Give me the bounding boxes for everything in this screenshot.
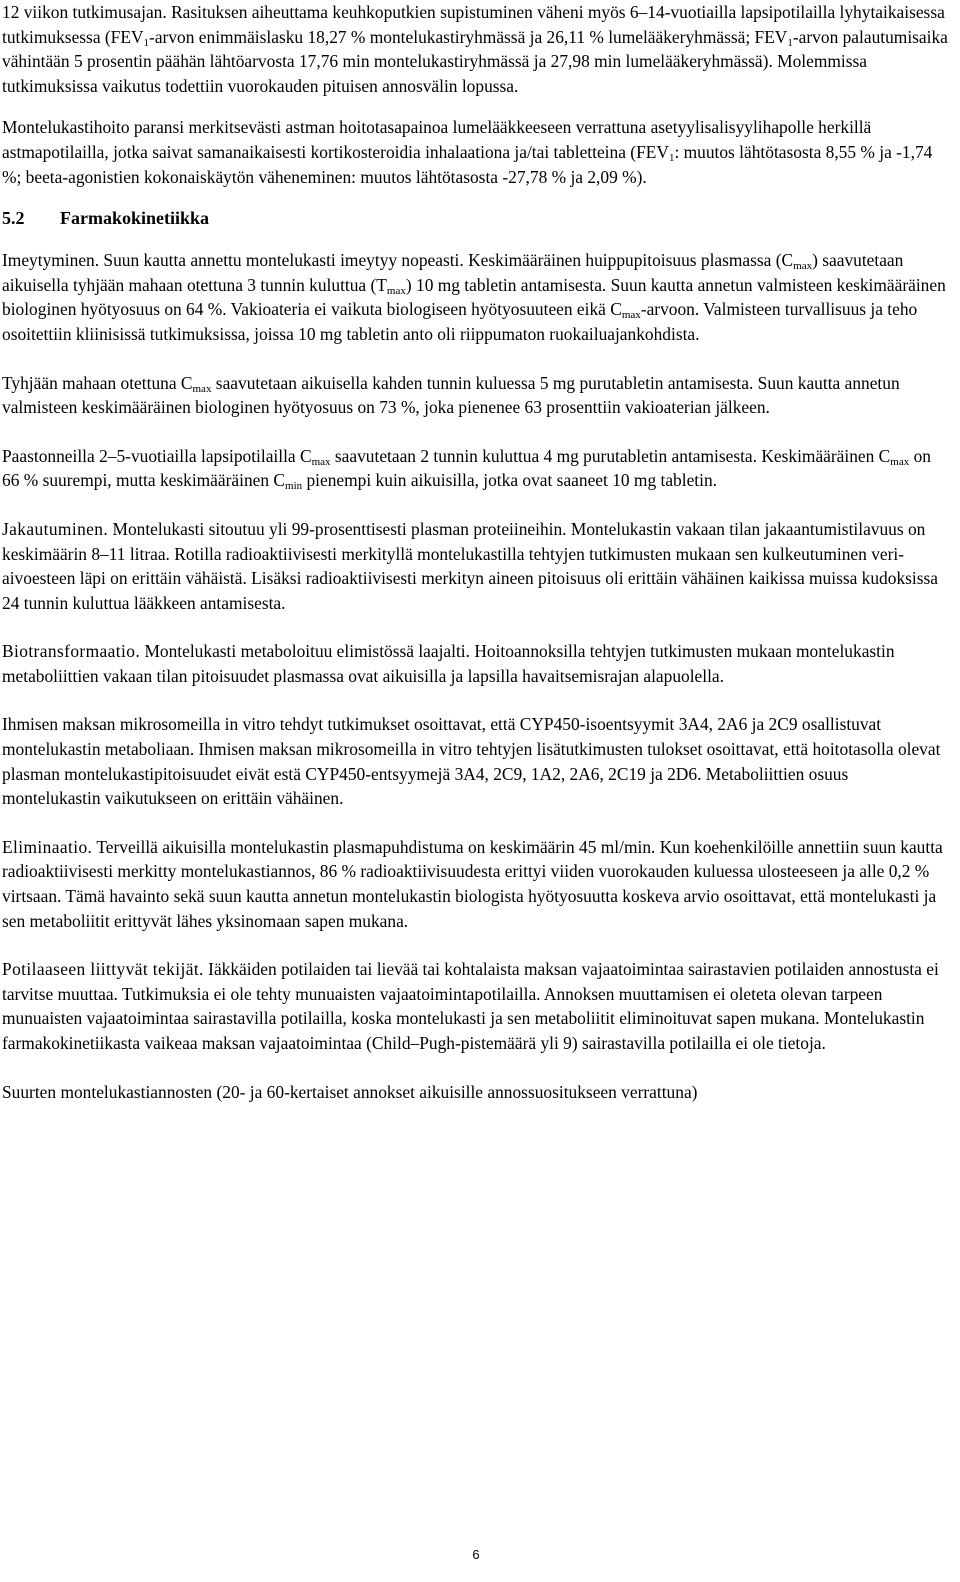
text-run: : muutos lähtötasosta 8,55 % ja -1,74 %; beeta-agonistien kokonaiskäytön väheneminen: muutos lähtötasosta -27,78 % ja 2,09 %). xyxy=(2,141,933,187)
text-run: on 66 % suurempi, mutta keskimääräinen C xyxy=(2,445,931,491)
paragraph-patient-factors xyxy=(2,957,948,1055)
text-run: ) 10 mg tabletin antamisesta. Suun kautta annetun valmisteen keskimääräinen biologinen hyötyosuus on 64 %. Vakioateria ei vaikuta biologiseen hyötyosuuteen eikä C xyxy=(2,274,946,320)
section-title: Farmakokinetiikka xyxy=(60,208,210,229)
text-run: Tyhjään mahaan otettuna C xyxy=(2,372,193,393)
text-run: -arvoon. Valmisteen turvallisuus ja teho osoitettiin kliinisissä tutkimuksissa, joissa 10 mg tabletin anto oli riippumaton ruokailuajankohdista. xyxy=(2,299,918,344)
section-heading xyxy=(2,206,948,230)
text-run: saavutetaan 2 tunnin kuluttua 4 mg purutabletin antamisesta. Keskimääräinen C xyxy=(330,445,891,466)
paragraph-high-doses: Suurten montelukastiannosten (20- ja 60-kertaiset annokset aikuisille annossuositukseen verrattuna) xyxy=(2,1081,698,1102)
paragraph-biotransformation xyxy=(2,639,948,688)
paragraph-label: Potilaaseen liittyvät tekijät. xyxy=(2,959,204,980)
text-run: Montelukastihoito paransi merkitsevästi astman hoitotasapainoa lumelääkkeeseen verrattuna asetyylisalisyylihapolle herkillä astmapotilailla, jotka saivat samanaikaisesti kortikosteroidia inhalaationa ja/tai tabletteina (FEV xyxy=(2,117,872,162)
text-run: Imeytyminen. Suun kautta annettu montelukasti imeytyy nopeasti. Keskimääräinen huippupitoisuus plasmassa (C xyxy=(2,250,794,271)
page-footer xyxy=(0,1547,960,1562)
paragraph-elimination xyxy=(2,835,948,933)
paragraph-absorption xyxy=(2,248,948,346)
text-run: -arvon palautumisaika vähintään 5 prosentin päähän lähtöarvosta 17,76 min montelukastiryhmässä ja 27,98 min lumelääkeryhmässä). Molemmissa tutkimuksissa vaikutus todettiin vuorokauden pituisen annosvälin lopussa. xyxy=(2,26,948,96)
subscript: max xyxy=(311,455,331,468)
paragraph-distribution xyxy=(2,517,948,615)
paragraph-label: Jakautuminen. xyxy=(2,518,109,539)
subscript: max xyxy=(793,260,813,273)
paragraph-chewable-tablet xyxy=(2,371,948,420)
subscript: max xyxy=(621,309,641,322)
text-run: Montelukasti metaboloituu elimistössä laajalti. Hoitoannoksilla tehtyjen tutkimusten mukaan montelukastin metaboliittien vakaan tilan pitoisuudet plasmassa ovat aikuisilla ja lapsilla havaitsemisrajan alapuolella. xyxy=(2,641,895,686)
subscript: max xyxy=(386,284,406,297)
subscript: 1 xyxy=(143,36,150,49)
subscript: max xyxy=(890,455,910,468)
text-run: pienempi kuin aikuisilla, jotka ovat saaneet 10 mg tabletin. xyxy=(302,470,718,491)
text-run: Terveillä aikuisilla montelukastin plasmapuhdistuma on keskimäärin 45 ml/min. Kun koehenkilöille annettiin suun kautta radioaktiivisesti merkitty montelukastiannos, 86 % radioaktiivisuudesta erittyi viiden vuorokauden kuluessa ulosteeseen ja alle 0,2 % virtsaan. Tämä havainto sekä suun kautta annetun montelukastin biologista hyötyosuutta koskeva arvio osoittavat, että montelukasti ja sen metaboliitit erittyvät lähes yksinomaan sapen mukana. xyxy=(2,836,943,931)
paragraph-in-vitro: Ihmisen maksan mikrosomeilla in vitro tehdyt tutkimukset osoittavat, että CYP450-isoentsyymit 3A4, 2A6 ja 2C9 osallistuvat montelukastin metaboliaan. Ihmisen maksan mikrosomeilla in vitro tehtyjen lisätutkimusten tulokset osoittavat, että hoitotasolla olevat plasman montelukastipitoisuudet eivät estä CYP450-entsyymejä 3A4, 2C9, 1A2, 2A6, 2C19 ja 2D6. Metaboliittien osuus montelukastin vaikutukseen on erittäin vähäinen. xyxy=(2,714,941,809)
text-run: Paastonneilla 2–5-vuotiailla lapsipotilailla C xyxy=(2,445,312,466)
text-run: ) saavutetaan aikuisella tyhjään mahaan otettuna 3 tunnin kuluttua (T xyxy=(2,250,904,295)
paragraph-aspirin-asthma xyxy=(2,115,948,189)
text-run: Iäkkäiden potilaiden tai lievää tai kohtalaista maksan vajaatoimintaa sairastavien potilaiden annostusta ei tarvitse muuttaa. Tutkimuksia ei ole tehty munuaisten vajaatoimintapotilailla. Annoksen muuttamisen ei oleteta olevan tarpeen munuaisten vajaatoimintaa sairastavilla potilailla, koska montelukasti ja sen metaboliitit eliminoituvat sapen mukana. Montelukastin farmakokinetiikasta vaikeaa maksan vajaatoimintaa (Child–Pugh-pistemäärä yli 9) sairastavilla potilailla ei ole tietoja. xyxy=(2,959,939,1053)
paragraph-pediatric xyxy=(2,444,948,493)
paragraph-label: Biotransformaatio. xyxy=(2,641,141,662)
section-number: 5.2 xyxy=(2,208,25,229)
text-run: Montelukasti sitoutuu yli 99-prosenttisesti plasman proteiineihin. Montelukastin vakaan tilan jakaantumistilavuus on keskimäärin 8–11 litraa. Rotilla radioaktiivisesti merkityllä montelukastilla tehtyjen tutkimusten mukaan sen kulkeutuminen veri-aivoesteen läpi on erittäin vähäistä. Lisäksi radioaktiivisesti merkityn aineen pitoisuus oli erittäin vähäinen kaikissa muissa kudoksissa 24 tunnin kuluttua lääkkeen antamisesta. xyxy=(2,518,938,613)
paragraph-label: Eliminaatio. xyxy=(2,836,93,857)
paragraph-exercise-study xyxy=(2,0,948,98)
text-run: saavutetaan aikuisella kahden tunnin kuluessa 5 mg purutabletin antamisesta. Suun kautta annetun valmisteen keskimääräinen biologinen hyötyosuus on 73 %, joka pienenee 63 prosenttiin vakioaterian jälkeen. xyxy=(2,372,900,418)
text-run: -arvon enimmäislasku 18,27 % montelukastiryhmässä ja 26,11 % lumelääkeryhmässä; FEV xyxy=(149,26,788,47)
subscript: 1 xyxy=(787,36,793,49)
subscript: 1 xyxy=(668,151,675,164)
page-number: 6 xyxy=(472,1547,480,1562)
subscript: min xyxy=(285,480,303,493)
page-content xyxy=(2,0,948,1104)
subscript: max xyxy=(192,382,212,395)
text-run: 12 viikon tutkimusajan. Rasituksen aiheuttama keuhkoputkien supistuminen väheni myös 6–14-vuotiailla lapsipotilailla lyhytaikaisessa tutkimuksessa (FEV xyxy=(2,2,945,47)
